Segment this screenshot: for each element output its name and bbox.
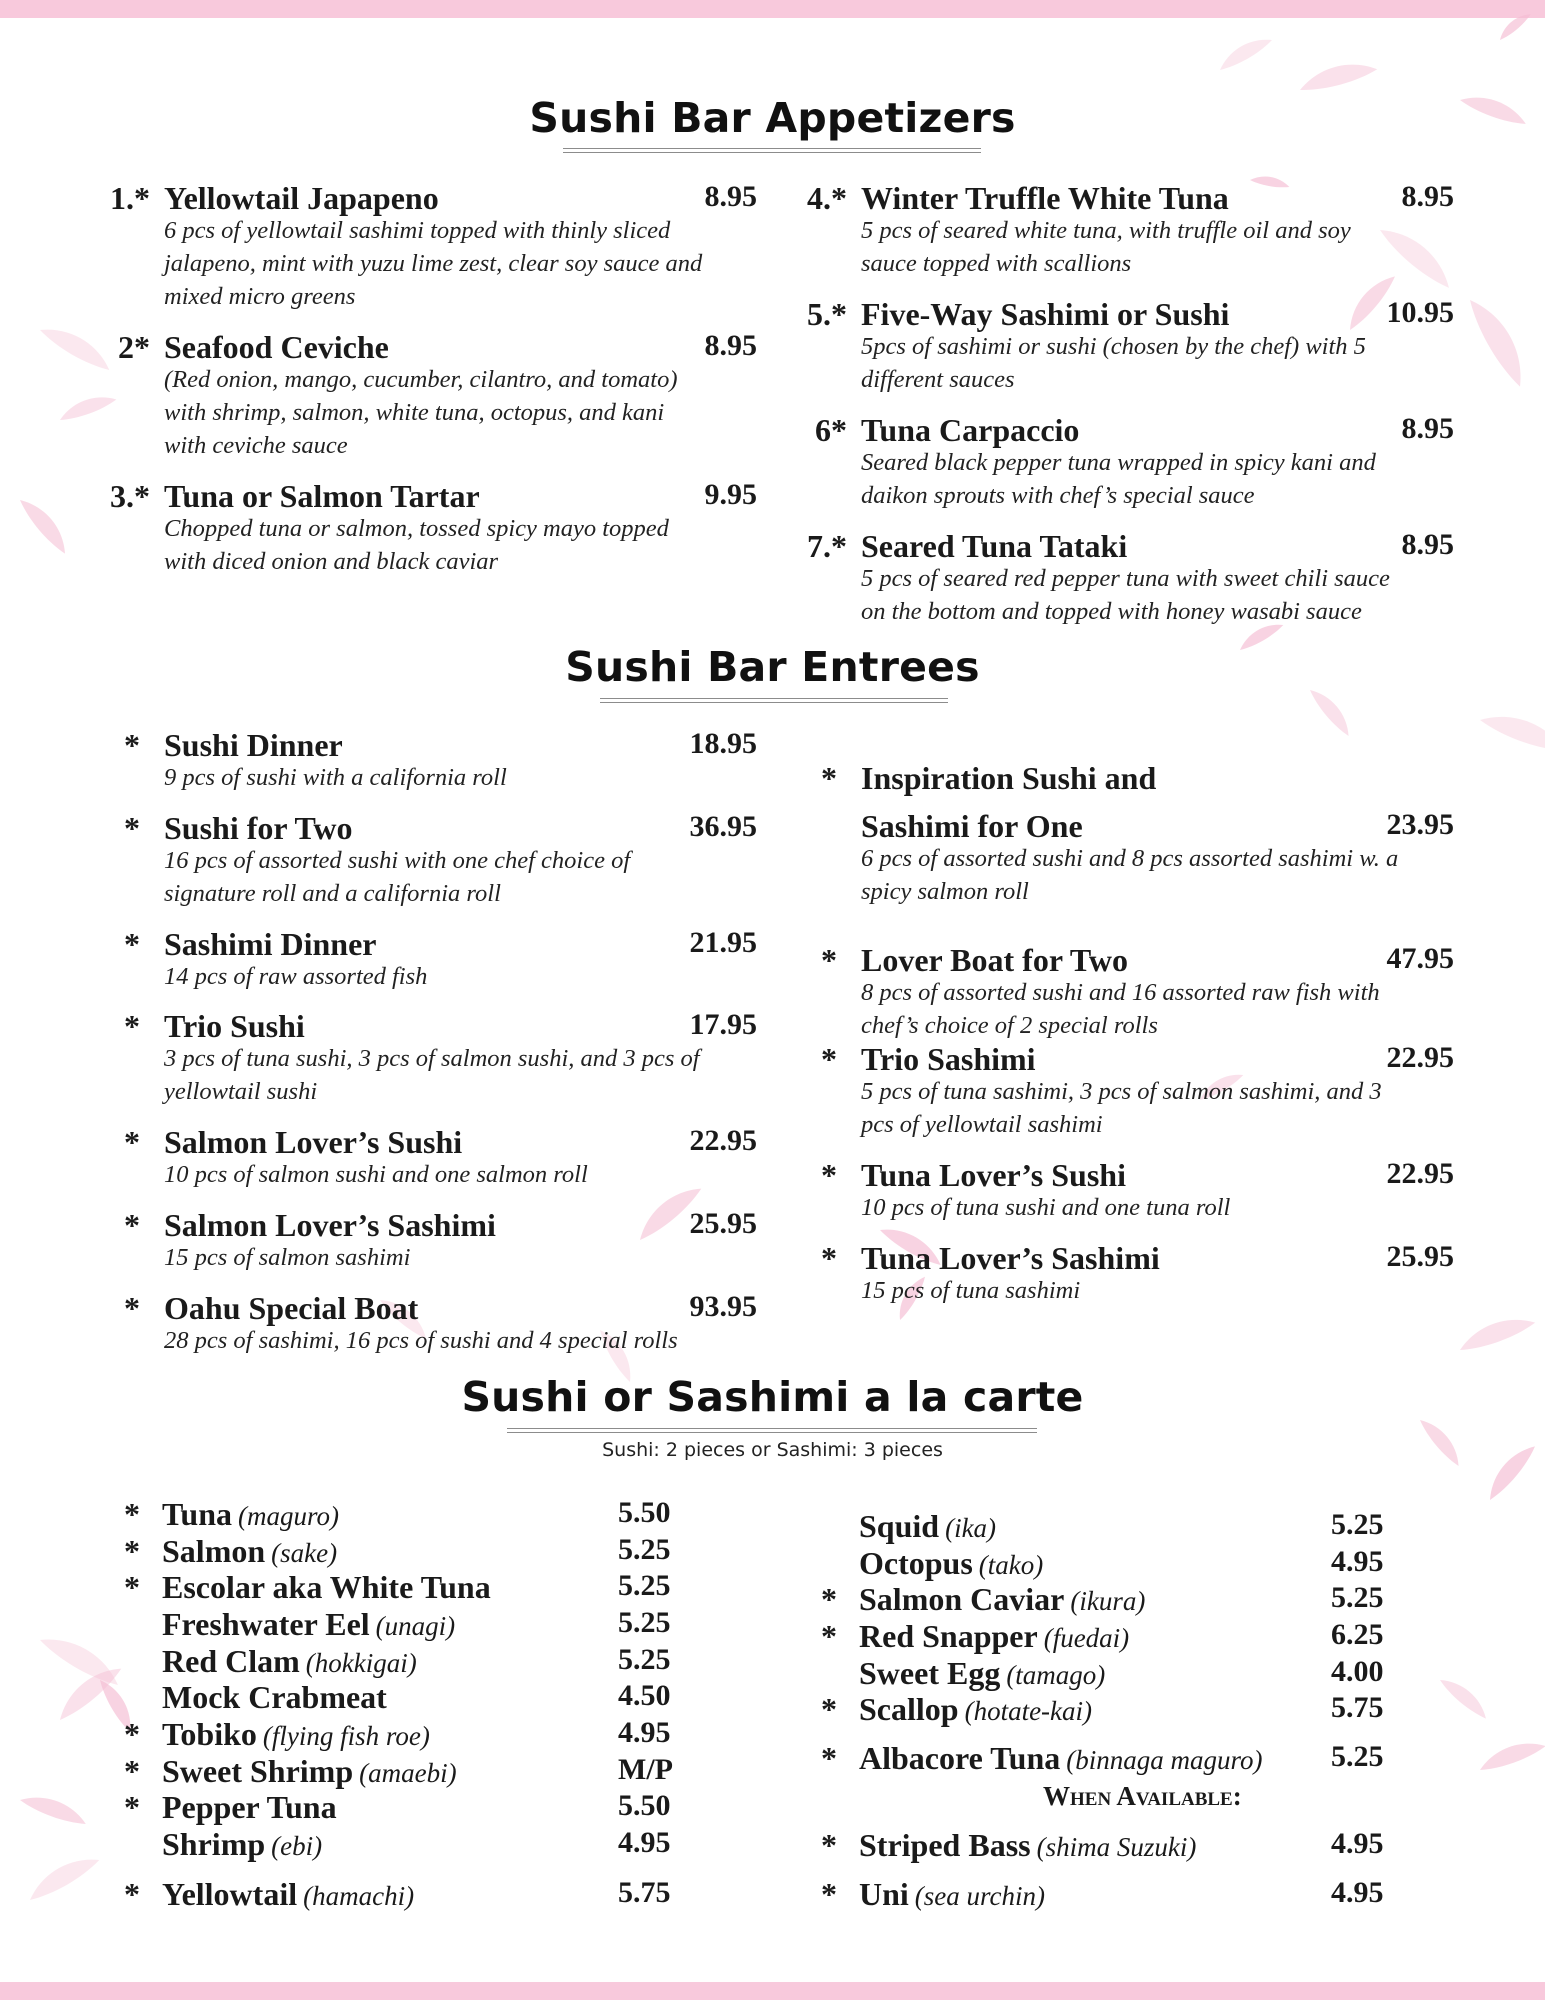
item-number: * <box>821 760 837 796</box>
alacarte-japanese-name: (tako) <box>978 1550 1044 1580</box>
petal-shape <box>1250 174 1291 190</box>
item-description-line: 5 pcs of seared white tuna, with truffle oil and soy <box>861 217 1351 244</box>
item-description-line: 16 pcs of assorted sushi with one chef choice of <box>164 847 631 874</box>
item-description-line: 15 pcs of salmon sashimi <box>164 1244 411 1271</box>
item-description-line: mixed micro greens <box>164 283 356 310</box>
item-price: 25.95 <box>1386 1240 1454 1273</box>
alacarte-item <box>117 1789 688 1826</box>
alacarte-name: Salmon <box>162 1533 266 1569</box>
item-number: 4.* <box>807 180 847 216</box>
alacarte-price: 6.25 <box>1331 1618 1384 1651</box>
alacarte-japanese-name: (sea urchin) <box>914 1881 1046 1911</box>
alacarte-name: Striped Bass <box>859 1827 1031 1863</box>
alacarte-price: 5.25 <box>618 1606 671 1639</box>
item-number: 7.* <box>807 528 847 564</box>
item-name: Yellowtail Japapeno <box>164 180 439 216</box>
alacarte-item <box>117 1643 688 1680</box>
raw-marker: * <box>124 1789 140 1825</box>
raw-marker: * <box>124 1496 140 1532</box>
item-description-line: 9 pcs of sushi with a california roll <box>164 764 507 791</box>
item-price: 9.95 <box>704 478 757 511</box>
item-number: * <box>124 810 140 846</box>
item-description-line: with diced onion and black caviar <box>164 548 499 575</box>
alacarte-name: Uni <box>859 1876 909 1912</box>
alacarte-item <box>814 1618 1401 1655</box>
alacarte-price: 5.25 <box>618 1643 671 1676</box>
alacarte-item <box>117 1876 688 1913</box>
item-number: * <box>124 926 140 962</box>
item-price: 8.95 <box>704 329 757 362</box>
item-description-line: chef’s choice of 2 special rolls <box>861 1012 1158 1039</box>
item-price: 23.95 <box>1386 808 1454 841</box>
alacarte-japanese-name: (fuedai) <box>1043 1623 1130 1653</box>
petal-shape <box>1437 1672 1492 1721</box>
item-name: Inspiration Sushi and <box>861 760 1157 796</box>
item-price: 22.95 <box>689 1124 757 1157</box>
item-description-line: 3 pcs of tuna sushi, 3 pcs of salmon sushi, and 3 pcs of <box>164 1045 700 1072</box>
item-name: Sushi Dinner <box>164 727 343 763</box>
alacarte-name: Squid <box>859 1508 940 1544</box>
item-description-line: pcs of yellowtail sashimi <box>861 1111 1103 1138</box>
when-available-label: When Available: <box>1043 1781 1242 1811</box>
alacarte-japanese-name: (hotate-kai) <box>964 1696 1093 1726</box>
item-number: * <box>821 1041 837 1077</box>
item-description-line: on the bottom and topped with honey wasabi sauce <box>861 598 1362 625</box>
alacarte-item <box>117 1679 688 1716</box>
item-description-line: with shrimp, salmon, white tuna, octopus, and kani <box>164 399 665 426</box>
item-name: Five-Way Sashimi or Sushi <box>861 296 1230 332</box>
alacarte-title-rule <box>507 1428 1037 1433</box>
alacarte-price: 5.75 <box>1331 1691 1384 1724</box>
entrees-title-rule <box>600 698 948 703</box>
item-description-line: Seared black pepper tuna wrapped in spicy kani and <box>861 449 1376 476</box>
alacarte-japanese-name: (tamago) <box>1006 1660 1106 1690</box>
alacarte-item <box>814 1876 1401 1913</box>
alacarte-japanese-name: (unagi) <box>375 1611 456 1641</box>
item-number: * <box>124 1008 140 1044</box>
raw-marker: * <box>124 1753 140 1789</box>
alacarte-japanese-name: (hamachi) <box>303 1881 415 1911</box>
item-number: 3.* <box>110 478 150 514</box>
alacarte-name: Freshwater Eel <box>162 1606 370 1642</box>
item-number: 6* <box>815 412 847 448</box>
item-number: * <box>821 942 837 978</box>
item-name: Trio Sushi <box>164 1008 305 1044</box>
alacarte-price: 5.50 <box>618 1496 671 1529</box>
alacarte-name: Tuna <box>162 1496 232 1532</box>
entrees-title: Sushi Bar Entrees <box>565 643 980 691</box>
alacarte-item <box>814 1581 1401 1618</box>
alacarte-item <box>117 1716 688 1753</box>
alacarte-japanese-name: (maguro) <box>238 1501 339 1531</box>
item-name: Salmon Lover’s Sushi <box>164 1124 463 1160</box>
alacarte-price: 5.25 <box>618 1569 671 1602</box>
raw-marker: * <box>124 1716 140 1752</box>
item-price: 8.95 <box>704 180 757 213</box>
alacarte-price: 5.75 <box>618 1876 671 1909</box>
item-description-line: 6 pcs of assorted sushi and 8 pcs assorted sashimi w. a <box>861 845 1399 872</box>
alacarte-item <box>117 1496 688 1533</box>
item-price: 8.95 <box>1401 180 1454 213</box>
alacarte-price: 4.50 <box>618 1679 671 1712</box>
item-description-line: 28 pcs of sashimi, 16 pcs of sushi and 4 special rolls <box>164 1327 678 1354</box>
alacarte-item <box>117 1753 688 1790</box>
item-price: 93.95 <box>689 1290 757 1323</box>
appetizers-title-rule <box>563 148 981 153</box>
alacarte-name: Red Clam <box>162 1643 300 1679</box>
item-price: 21.95 <box>689 926 757 959</box>
item-number: * <box>821 1157 837 1193</box>
alacarte-title: Sushi or Sashimi a la carte <box>461 1373 1084 1421</box>
item-name: Salmon Lover’s Sashimi <box>164 1207 496 1243</box>
item-description-line: signature roll and a california roll <box>164 880 501 907</box>
alacarte-item <box>814 1508 1401 1545</box>
item-description-line: 14 pcs of raw assorted fish <box>164 963 428 990</box>
alacarte-name: Pepper Tuna <box>162 1789 337 1825</box>
item-description-line: 5 pcs of tuna sashimi, 3 pcs of salmon sashimi, and 3 <box>861 1078 1382 1105</box>
petal-shape <box>1215 31 1274 73</box>
alacarte-item <box>117 1533 688 1570</box>
alacarte-price: M/P <box>618 1753 673 1786</box>
item-description-line: 5pcs of sashimi or sushi (chosen by the chef) with 5 <box>861 333 1366 360</box>
item-name: Seafood Ceviche <box>164 329 389 365</box>
alacarte-item <box>814 1691 1401 1728</box>
item-number: * <box>124 1124 140 1160</box>
item-price: 22.95 <box>1386 1157 1454 1190</box>
alacarte-price: 4.95 <box>1331 1545 1384 1578</box>
item-description-line: spicy salmon roll <box>861 878 1029 905</box>
petal-shape <box>18 1789 89 1828</box>
alacarte-item <box>814 1655 1401 1692</box>
alacarte-name: Octopus <box>859 1545 973 1581</box>
petal-shape <box>57 390 118 424</box>
petal-shape <box>1464 292 1534 390</box>
raw-marker: * <box>821 1581 837 1617</box>
alacarte-japanese-name: (binnaga maguro) <box>1066 1745 1263 1775</box>
item-name-continued: Sashimi for One <box>861 808 1083 844</box>
item-number: * <box>124 1207 140 1243</box>
item-description-line: 15 pcs of tuna sashimi <box>861 1277 1081 1304</box>
alacarte-name: Escolar aka White Tuna <box>162 1569 491 1605</box>
raw-marker: * <box>124 1533 140 1569</box>
alacarte-name: Yellowtail <box>162 1876 298 1912</box>
item-name: Tuna or Salmon Tartar <box>164 478 480 514</box>
item-price: 36.95 <box>689 810 757 843</box>
alacarte-item <box>814 1545 1401 1582</box>
raw-marker: * <box>821 1618 837 1654</box>
bottom-pink-band <box>0 1982 1545 2000</box>
alacarte-price: 4.95 <box>618 1716 671 1749</box>
alacarte-japanese-name: (ikura) <box>1070 1586 1146 1616</box>
raw-marker: * <box>821 1740 837 1776</box>
petal-shape <box>16 493 73 557</box>
raw-marker: * <box>821 1876 837 1912</box>
alacarte-price: 5.25 <box>618 1533 671 1566</box>
item-name: Winter Truffle White Tuna <box>861 180 1229 216</box>
item-description-line: 10 pcs of salmon sushi and one salmon roll <box>164 1161 588 1188</box>
item-price: 10.95 <box>1386 296 1454 329</box>
item-price: 8.95 <box>1401 412 1454 445</box>
alacarte-japanese-name: (ebi) <box>271 1831 323 1861</box>
petal-shape <box>1476 1735 1545 1774</box>
alacarte-japanese-name: (ika) <box>945 1513 997 1543</box>
alacarte-name: Salmon Caviar <box>859 1581 1065 1617</box>
item-description-line: sauce topped with scallions <box>861 250 1132 277</box>
alacarte-name: Shrimp <box>162 1826 266 1862</box>
raw-marker: * <box>821 1827 837 1863</box>
alacarte-name: Tobiko <box>162 1716 257 1752</box>
petal-shape <box>1478 706 1545 756</box>
alacarte-name: Red Snapper <box>859 1618 1038 1654</box>
item-number: 5.* <box>807 296 847 332</box>
item-name: Trio Sashimi <box>861 1041 1036 1077</box>
item-price: 22.95 <box>1386 1041 1454 1074</box>
alacarte-name: Sweet Egg <box>859 1655 1001 1691</box>
alacarte-price: 5.25 <box>1331 1508 1384 1541</box>
alacarte-price: 5.50 <box>618 1789 671 1822</box>
alacarte-japanese-name: (hokkigai) <box>305 1648 417 1678</box>
item-price: 8.95 <box>1401 528 1454 561</box>
alacarte-name: Scallop <box>859 1691 959 1727</box>
item-name: Oahu Special Boat <box>164 1290 419 1326</box>
item-price: 18.95 <box>689 727 757 760</box>
petal-shape <box>1297 57 1379 96</box>
item-price: 25.95 <box>689 1207 757 1240</box>
item-number: * <box>124 727 140 763</box>
item-number: * <box>821 1240 837 1276</box>
petal-shape <box>1455 1310 1536 1355</box>
item-description-line: 5 pcs of seared red pepper tuna with sweet chili sauce <box>861 565 1390 592</box>
item-description-line: different sauces <box>861 366 1015 393</box>
alacarte-japanese-name: (flying fish roe) <box>262 1721 430 1751</box>
raw-marker: * <box>124 1876 140 1912</box>
item-description-line: 6 pcs of yellowtail sashimi topped with thinly sliced <box>164 217 671 244</box>
item-description-line: daikon sprouts with chef’s special sauce <box>861 482 1255 509</box>
item-name: Tuna Lover’s Sushi <box>861 1157 1126 1193</box>
alacarte-name: Mock Crabmeat <box>162 1679 387 1715</box>
item-price: 17.95 <box>689 1008 757 1041</box>
alacarte-item <box>117 1569 688 1606</box>
alacarte-item <box>814 1827 1401 1864</box>
item-description-line: 8 pcs of assorted sushi and 16 assorted raw fish with <box>861 979 1380 1006</box>
alacarte-price: 5.25 <box>1331 1581 1384 1614</box>
item-description-line: jalapeno, mint with yuzu lime zest, clear soy sauce and <box>164 250 703 277</box>
alacarte-price: 4.95 <box>618 1826 671 1859</box>
item-name: Sashimi Dinner <box>164 926 377 962</box>
appetizers-title: Sushi Bar Appetizers <box>529 94 1016 142</box>
item-description-line: with ceviche sauce <box>164 432 348 459</box>
alacarte-price: 4.95 <box>1331 1876 1384 1909</box>
alacarte-japanese-name: (amaebi) <box>359 1758 457 1788</box>
petal-shape <box>37 1627 125 1690</box>
alacarte-japanese-name: (shima Suzuki) <box>1036 1832 1197 1862</box>
item-name: Tuna Carpaccio <box>861 412 1080 448</box>
alacarte-japanese-name: (sake) <box>271 1538 338 1568</box>
petal-shape <box>23 1849 102 1905</box>
item-price: 47.95 <box>1386 942 1454 975</box>
alacarte-subtitle: Sushi: 2 pieces or Sashimi: 3 pieces <box>602 1439 943 1461</box>
item-number: 1.* <box>110 180 150 216</box>
alacarte-price: 4.95 <box>1331 1827 1384 1860</box>
alacarte-price: 5.25 <box>1331 1740 1384 1773</box>
petal-shape <box>1496 9 1533 42</box>
item-name: Lover Boat for Two <box>861 942 1128 978</box>
item-number: * <box>124 1290 140 1326</box>
item-number: 2* <box>118 329 150 365</box>
raw-marker: * <box>124 1569 140 1605</box>
petal-shape <box>1307 684 1356 739</box>
raw-marker: * <box>821 1691 837 1727</box>
item-name: Sushi for Two <box>164 810 353 846</box>
item-description-line: yellowtail sushi <box>164 1078 318 1105</box>
alacarte-name: Albacore Tuna <box>859 1740 1061 1776</box>
item-description-line: (Red onion, mango, cucumber, cilantro, and tomato) <box>164 366 678 393</box>
alacarte-price: 4.00 <box>1331 1655 1384 1688</box>
item-description-line: 10 pcs of tuna sushi and one tuna roll <box>861 1194 1231 1221</box>
item-name: Seared Tuna Tataki <box>861 528 1128 564</box>
alacarte-item <box>814 1740 1401 1777</box>
item-description-line: Chopped tuna or salmon, tossed spicy mayo topped <box>164 515 669 542</box>
alacarte-item <box>117 1826 688 1863</box>
alacarte-name: Sweet Shrimp <box>162 1753 354 1789</box>
alacarte-item <box>117 1606 688 1643</box>
item-name: Tuna Lover’s Sashimi <box>861 1240 1160 1276</box>
